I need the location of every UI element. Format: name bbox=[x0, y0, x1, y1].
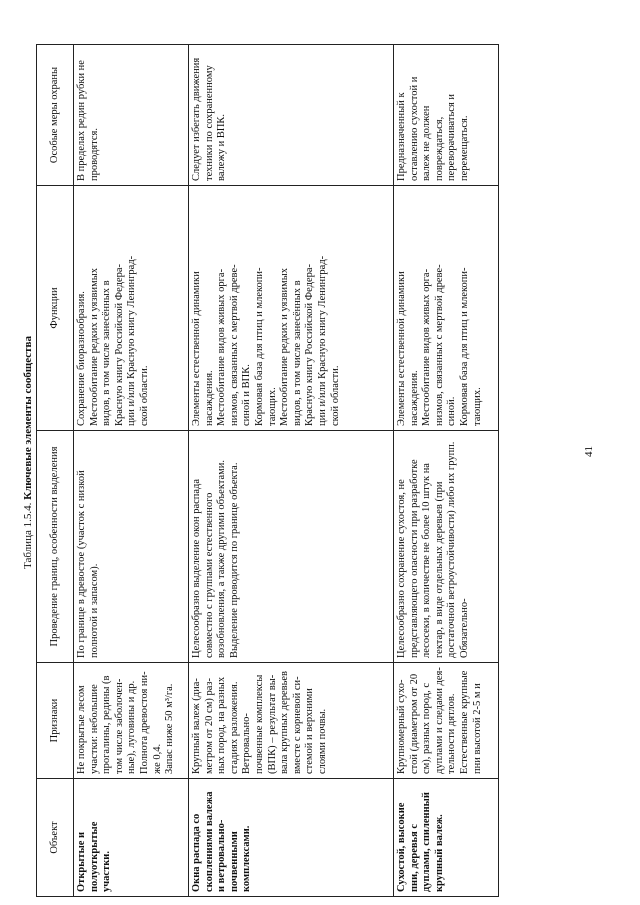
header-measures: Особые меры охраны bbox=[37, 45, 74, 186]
table-caption bbox=[22, 0, 34, 905]
table-header-row bbox=[37, 45, 74, 897]
cell-signs bbox=[394, 663, 499, 779]
cell-line: тельности дятлов. bbox=[446, 693, 458, 774]
cell-line: ции и/или Красную книгу Ленинград- bbox=[126, 255, 138, 426]
cell-line: Естественные крупные bbox=[458, 670, 470, 774]
cell-line: видов, в том числе занесённых в bbox=[101, 280, 113, 426]
cell-measures: Предназначенный к оставлению сухостой и валеж не должен повреждаться, переворачиваться и перемещаться. bbox=[394, 45, 499, 186]
cell-line: тающих. bbox=[266, 387, 278, 426]
table-row bbox=[74, 45, 189, 897]
cell-line: Красную книгу Российской Федера- bbox=[304, 263, 316, 426]
caption-title: Ключевые элементы сообщества bbox=[22, 336, 34, 500]
cell-line: насаждения. bbox=[408, 370, 420, 426]
header-signs: Признаки bbox=[37, 663, 74, 779]
cell-line: Местообитание видов живых орга- bbox=[421, 268, 433, 426]
cell-line: синой. bbox=[446, 396, 458, 426]
cell-line: Полнота древостоя ни- bbox=[138, 671, 150, 774]
cell-line: Элементы естественной динамики bbox=[396, 271, 407, 426]
cell-line: Кормовая база для птиц и млекопи- bbox=[253, 267, 265, 426]
table-row bbox=[189, 45, 394, 897]
cell-line: стадиях разложения. bbox=[228, 681, 240, 774]
cell-signs bbox=[189, 663, 394, 779]
header-functions: Функции bbox=[37, 186, 74, 431]
cell-line: том числе заболочен- bbox=[113, 678, 125, 774]
cell-object: Окна распада со скоплениями валежа и ветровально-почвенными комплексами. bbox=[189, 779, 394, 897]
cell-line: Крупный валеж (диа- bbox=[191, 678, 202, 774]
cell-line: Запас ниже 50 м³/га. bbox=[164, 683, 176, 774]
cell-line: вала крупных деревьев bbox=[279, 670, 291, 774]
cell-line: же 0,4. bbox=[151, 743, 163, 774]
cell-line: почвенные комплексы bbox=[253, 674, 265, 774]
cell-line: Местообитание видов живых орга- bbox=[216, 268, 228, 426]
cell-line: синой и ВПК. bbox=[241, 364, 253, 426]
cell-functions bbox=[189, 186, 394, 431]
cell-line: Местообитание редких и уязвимых bbox=[279, 267, 291, 426]
cell-line: Крупномерный сухо- bbox=[396, 679, 407, 774]
cell-measures: В пределах редин рубки не проводятся. bbox=[74, 45, 189, 186]
cell-bounds: Целесообразно выделение окон распада совместно с группами естественного возобновления, а также другими объектами. Выделение проводится по границе объекта. bbox=[189, 431, 394, 663]
cell-line: Красную книгу Российской Федера- bbox=[113, 263, 125, 426]
cell-line: ные), луговины и др. bbox=[126, 680, 138, 774]
cell-line: насаждения. bbox=[203, 370, 215, 426]
table-row bbox=[394, 45, 499, 897]
cell-line: прогалины, редины (в bbox=[101, 675, 113, 774]
cell-line: Ветровально- bbox=[241, 713, 253, 774]
cell-line: ской области. bbox=[329, 365, 341, 426]
cell-line: метром от 20 см) раз- bbox=[203, 677, 215, 774]
cell-line: см), разных пород, с bbox=[421, 683, 433, 774]
cell-line: Сохранение биоразнообразия. bbox=[76, 291, 87, 426]
cell-line: стемой и верхними bbox=[304, 688, 316, 774]
header-object: Объект bbox=[37, 779, 74, 897]
cell-line: низмов, связанных с мертвой древе- bbox=[433, 264, 445, 426]
cell-line: ции и/или Красную книгу Ленинград- bbox=[316, 255, 328, 426]
cell-bounds: Целесообразно сохранение сухостоя, не представляющего опасности при разработке лесосеки, в количестве не более 10 штук на гектар, в виде отдельных деревьев (при достаточной ветроустойчивости) либо их групп. Обязательно- bbox=[394, 431, 499, 663]
cell-line: дуплами и следами дея- bbox=[433, 667, 445, 774]
caption-prefix: Таблица 1.5.4. bbox=[22, 502, 34, 569]
page-number: 41 bbox=[583, 446, 595, 457]
cell-line: вместе с корневой си- bbox=[291, 676, 303, 774]
cell-line: слоями почвы. bbox=[316, 708, 328, 774]
header-bounds: Проведение границ, особенности выделения bbox=[37, 431, 74, 663]
cell-line: низмов, связанных с мертвой древе- bbox=[228, 264, 240, 426]
cell-line: ных пород, на разных bbox=[216, 676, 228, 774]
cell-functions bbox=[74, 186, 189, 431]
cell-object: Открытые и полуоткрытые участки. bbox=[74, 779, 189, 897]
cell-line: Не покрытые лесом bbox=[76, 685, 87, 774]
cell-line: видов, в том числе занесённых в bbox=[291, 280, 303, 426]
cell-measures: Следует избегать движения техники по сохраненному валежу и ВПК. bbox=[189, 45, 394, 186]
cell-object: Сухостой, высокие пни, деревья с дуплами, спиленный крупный валеж. bbox=[394, 779, 499, 897]
cell-line: Кормовая база для птиц и млекопи- bbox=[458, 267, 470, 426]
key-elements-table bbox=[36, 44, 499, 897]
cell-bounds: По границе в древостое (участок с низкой полнотой и запасом). bbox=[74, 431, 189, 663]
cell-line: стой (диаметром от 20 bbox=[408, 673, 420, 774]
cell-line: пни высотой 2-5 м и bbox=[471, 683, 483, 774]
cell-line: Элементы естественной динамики bbox=[191, 271, 202, 426]
cell-line: (ВПК) – результат вы- bbox=[266, 674, 278, 774]
cell-line: Местообитание редких и уязвимых bbox=[88, 267, 100, 426]
cell-line: ской области. bbox=[138, 365, 150, 426]
cell-functions bbox=[394, 186, 499, 431]
cell-line: тающих. bbox=[471, 387, 483, 426]
cell-line: участки: небольшие bbox=[88, 684, 100, 774]
cell-signs bbox=[74, 663, 189, 779]
